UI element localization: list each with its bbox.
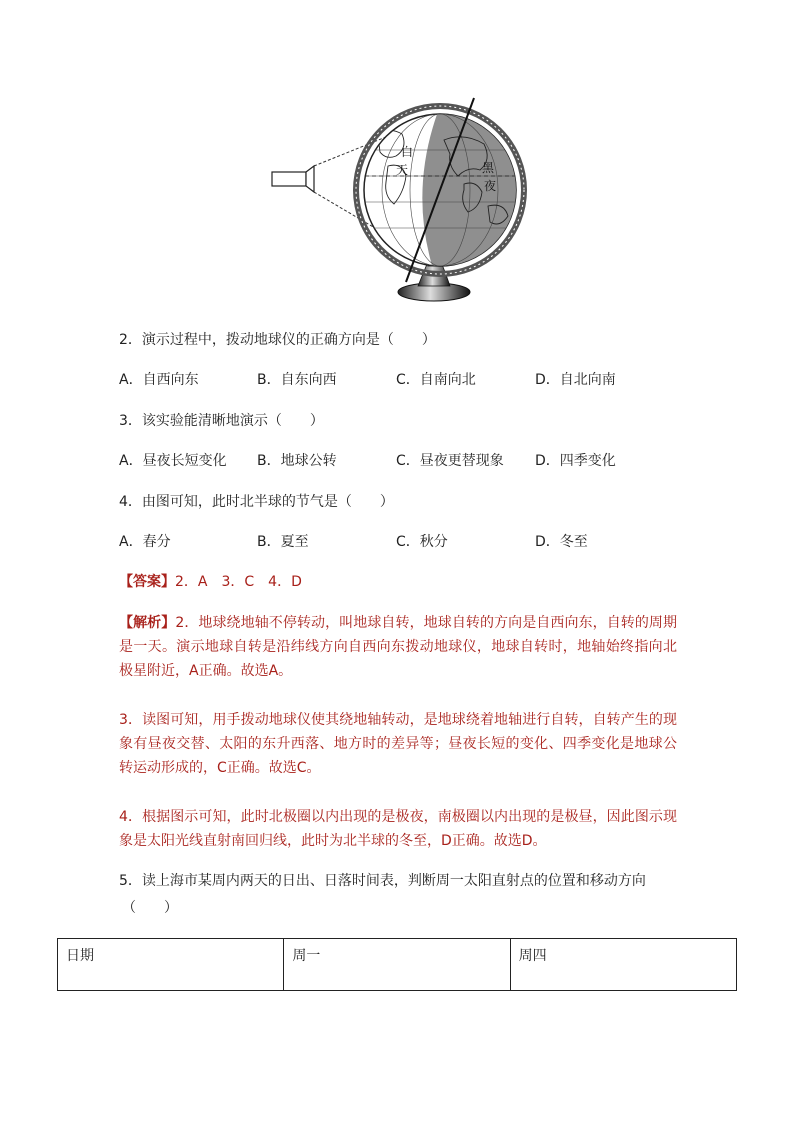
label-night-1: 黑 [482,161,495,175]
question-4-option-c: C．秋分 [396,534,448,550]
question-2-stem: 2．演示过程中，拨动地球仪的正确方向是（ ） [119,332,436,348]
answer-line [119,572,302,592]
question-5-blank: （ ） [122,900,178,916]
analysis-tag: 【解析】 [119,615,176,631]
question-5-stem: 5．读上海市某周内两天的日出、日落时间表，判断周一太阳直射点的位置和移动方向 [119,873,646,889]
question-2-option-d: D．自北向南 [535,372,616,388]
question-3-option-d: D．四季变化 [535,453,616,469]
question-3-option-c: C．昼夜更替现象 [396,453,504,469]
question-2-option-b: B．自东向西 [257,372,337,388]
analysis-paragraph-2: 3．读图可知，用手拨动地球仪使其绕地轴转动，是地球绕着地轴进行自转，自转产生的现象有昼夜交替、太阳的东升西落、地方时的差异等；昼夜长短的变化、四季变化是地球公转运动形成的，C正确。故选C。 [119,712,677,776]
question-2-option-a: A．自西向东 [119,372,199,388]
question-4-option-b: B．夏至 [257,534,309,550]
label-night-2: 夜 [484,179,497,193]
answer-text: 2．A 3．C 4．D [175,574,302,590]
question-3-stem: 3．该实验能清晰地演示（ ） [119,413,324,429]
table-header-thursday: 周四 [510,939,736,991]
answer-tag: 【答案】 [119,574,175,590]
table-row [58,939,737,991]
label-day-1: 白 [401,145,414,159]
question-4-option-a: A．春分 [119,534,171,550]
table-header-date: 日期 [58,939,284,991]
question-3-option-b: B．地球公转 [257,453,337,469]
analysis-text-1: 2．地球绕地轴不停转动，叫地球自转，地球自转的方向是自西向东，自转的周期是一天。演示地球自转是沿纬线方向自西向东拨动地球仪，地球自转时，地轴始终指向北极星附近，A正确。故选A。 [119,615,678,679]
sunrise-sunset-table [57,938,737,991]
flashlight-icon [272,166,314,192]
analysis-paragraph-1 [119,611,677,683]
question-4-stem: 4．由图可知，此时北半球的节气是（ ） [119,494,394,510]
question-3-option-a: A．昼夜长短变化 [119,453,227,469]
question-4-option-d: D．冬至 [535,534,588,550]
table-header-monday: 周一 [284,939,510,991]
question-2-option-c: C．自南向北 [396,372,476,388]
globe-illustration [268,96,528,308]
globe-figure [268,96,528,308]
analysis-paragraph-3: 4．根据图示可知，此时北极圈以内出现的是极夜，南极圈以内出现的是极昼，因此图示现象是太阳光线直射南回归线，此时为北半球的冬至，D正确。故选D。 [119,809,677,849]
label-day-2: 天 [396,163,409,177]
